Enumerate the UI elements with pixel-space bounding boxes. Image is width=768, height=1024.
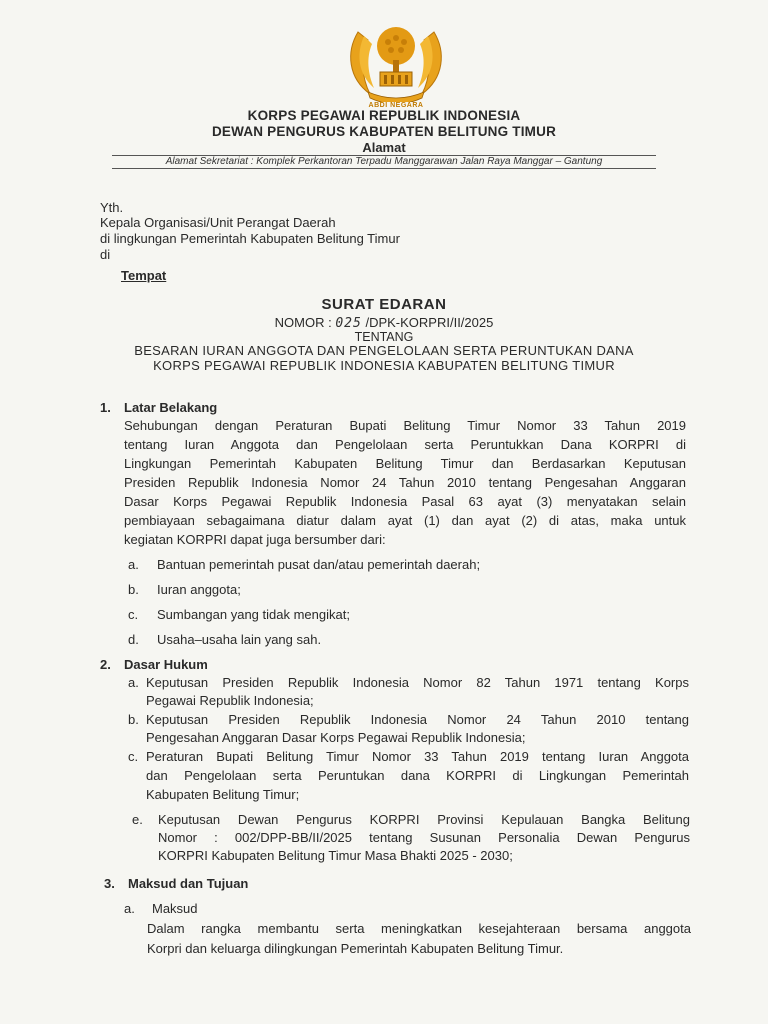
section1-title: Latar Belakang [124, 400, 218, 415]
law-item-letter: e. [132, 812, 143, 827]
list-item-text: Usaha–usaha lain yang sah. [157, 632, 322, 647]
subsection-title: Maksud [152, 901, 198, 916]
law-item-letter: a. [128, 675, 139, 690]
law-item-line: Pegawai Republik Indonesia; [146, 693, 314, 708]
section3-paragraph-line: Dalam rangka membantu serta meningkatkan kesejahteraan bersama anggota [147, 921, 691, 936]
law-item-letter: b. [128, 712, 139, 727]
korpri-logo [344, 22, 448, 109]
section1-paragraph-line: Sehubungan dengan Peraturan Bupati Belitung Timur Nomor 33 Tahun 2019 [124, 418, 686, 433]
recipient-yth: Yth. [100, 200, 124, 215]
letterhead-line2: DEWAN PENGURUS KABUPATEN BELITUNG TIMUR [211, 124, 557, 139]
list-item-text: Bantuan pemerintah pusat dan/atau pemerintah daerah; [157, 557, 481, 572]
law-item-line: Nomor : 002/DPP-BB/II/2025 tentang Susunan Personalia Dewan Pengurus [158, 830, 690, 845]
law-item-line: Pengesahan Anggaran Dasar Korps Pegawai Republik Indonesia; [146, 730, 526, 745]
law-item-letter: c. [128, 749, 139, 764]
subsection-letter: a. [124, 901, 135, 916]
letterhead-address: Alamat Sekretariat : Komplek Perkantoran Terpadu Manggarawan Jalan Raya Manggar – Gantung [165, 156, 603, 167]
section1-paragraph-line: Presiden Republik Indonesia Nomor 24 Tahun 2010 tentang Pengesahan Anggaran [124, 475, 686, 490]
recipient-di: di [100, 247, 111, 262]
law-item-line: Keputusan Presiden Republik Indonesia Nomor 82 Tahun 1971 tentang Korps [146, 675, 689, 690]
section1-paragraph-line: Dasar Korps Pegawai Republik Indonesia Pasal 63 ayat (3) menyatakan selain [124, 494, 686, 509]
law-item-line: Keputusan Dewan Pengurus KORPRI Provinsi Kepulauan Bangka Belitung [158, 812, 690, 827]
section1-paragraph-line: pembiayaan sebagaimana diatur dalam ayat (1) dan ayat (2) di atas, maka untuk [124, 513, 686, 528]
letterhead-line1: KORPS PEGAWAI REPUBLIK INDONESIA [247, 108, 521, 123]
law-item-line: Keputusan Presiden Republik Indonesia Nomor 24 Tahun 2010 tentang [146, 712, 689, 727]
list-item-letter: c. [128, 607, 139, 622]
nomor-handwritten: 025 [335, 316, 362, 331]
section1-paragraph-line: tentang Iuran Anggota dan Pengelolaan serta Peruntukkan Dana KORPRI di [124, 437, 686, 452]
letterhead-divider-bottom [112, 168, 656, 169]
recipient-line1: Kepala Organisasi/Unit Perangat Daerah [100, 215, 336, 230]
section3-number: 3. [104, 876, 115, 891]
nomor-label: NOMOR : [274, 315, 332, 330]
section3-title: Maksud dan Tujuan [128, 876, 249, 891]
section1-paragraph-line: Lingkungan Pemerintah Kabupaten Belitung Timur dan Berdasarkan Keputusan [124, 456, 686, 471]
list-item-text: Sumbangan yang tidak mengikat; [157, 607, 350, 622]
logo-motto: ABDI NEGARA [368, 102, 424, 109]
document-title: SURAT EDARAN [321, 296, 447, 313]
list-item-letter: a. [128, 557, 139, 572]
law-item-line: KORPRI Kabupaten Belitung Timur Masa Bhakti 2025 - 2030; [158, 848, 513, 863]
law-item-line: Peraturan Bupati Belitung Timur Nomor 33 Tahun 2019 tentang Iuran Anggota [146, 749, 689, 764]
document-tentang: TENTANG [354, 330, 414, 344]
list-item-text: Iuran anggota; [157, 582, 241, 597]
list-item-letter: b. [128, 582, 139, 597]
section2-title: Dasar Hukum [124, 657, 208, 672]
recipient-line2: di lingkungan Pemerintah Kabupaten Belitung Timur [100, 231, 400, 246]
letterhead-line3: Alamat [362, 140, 406, 155]
section1-number: 1. [100, 400, 111, 415]
recipient-tempat: Tempat [121, 268, 167, 283]
section3-paragraph-line: Korpri dan keluarga dilingkungan Pemerintah Kabupaten Belitung Timur. [147, 941, 564, 956]
law-item-line: Kabupaten Belitung Timur; [146, 787, 300, 802]
nomor-suffix: /DPK-KORPRI/II/2025 [365, 315, 494, 330]
document-subject-line2: KORPS PEGAWAI REPUBLIK INDONESIA KABUPATEN BELITUNG TIMUR [153, 358, 615, 373]
section1-paragraph-line: kegiatan KORPRI dapat juga bersumber dari: [124, 532, 386, 547]
document-number [0, 315, 768, 331]
section2-number: 2. [100, 657, 111, 672]
law-item-line: dan Pengelolaan serta Peruntukan dana KORPRI di Lingkungan Pemerintah [146, 768, 689, 783]
document-subject-line1: BESARAN IURAN ANGGOTA DAN PENGELOLAAN SERTA PERUNTUKAN DANA [134, 343, 634, 358]
list-item-letter: d. [128, 632, 139, 647]
